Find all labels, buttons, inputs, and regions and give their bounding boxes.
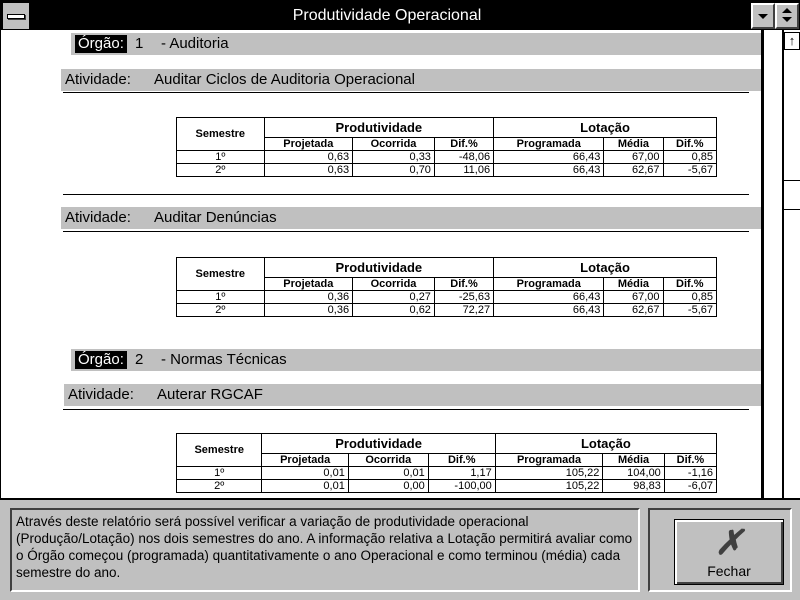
minimize-button[interactable] xyxy=(751,3,775,29)
orgao-label: Órgão: xyxy=(75,35,127,53)
cell: 0,33 xyxy=(353,151,435,164)
atividade-name: Auditar Ciclos de Auditoria Operacional xyxy=(154,71,415,88)
cell: -48,06 xyxy=(434,151,493,164)
close-button-label: Fechar xyxy=(707,563,751,579)
col-semestre: Semestre xyxy=(177,118,265,151)
cell: 66,43 xyxy=(494,304,604,317)
atividade-header xyxy=(61,69,761,91)
vertical-scrollbar[interactable] xyxy=(762,30,800,498)
col-semestre: Semestre xyxy=(177,434,262,467)
cell: 66,43 xyxy=(494,291,604,304)
cell: 1º xyxy=(177,151,265,164)
cell: 0,63 xyxy=(264,164,353,177)
report-area xyxy=(0,30,762,498)
col-dif: Dif.% xyxy=(434,138,493,151)
table-row xyxy=(177,480,717,493)
cell: 62,67 xyxy=(604,164,663,177)
atividade-label: Atividade: xyxy=(65,71,131,88)
cell: 1º xyxy=(177,291,265,304)
cell: 72,27 xyxy=(434,304,493,317)
cell: 67,00 xyxy=(604,291,663,304)
divider xyxy=(63,92,749,93)
cell: 0,36 xyxy=(264,304,353,317)
cell: 0,63 xyxy=(264,151,353,164)
col-media: Média xyxy=(603,454,664,467)
table-row xyxy=(177,467,717,480)
col-dif2: Dif.% xyxy=(664,454,716,467)
orgao-label: Órgão: xyxy=(75,351,127,369)
col-projetada: Projetada xyxy=(262,454,348,467)
atividade-label: Atividade: xyxy=(68,386,134,403)
atividade-header xyxy=(64,384,761,406)
cell: -100,00 xyxy=(428,480,495,493)
atividade-label: Atividade: xyxy=(65,209,131,226)
cell: -6,07 xyxy=(664,480,716,493)
cell: 0,70 xyxy=(353,164,435,177)
atividade-header xyxy=(61,207,761,229)
cell: 66,43 xyxy=(494,164,604,177)
col-ocorrida: Ocorrida xyxy=(348,454,428,467)
system-menu-icon xyxy=(7,14,25,19)
minimize-icon xyxy=(758,14,768,19)
col-lotacao: Lotação xyxy=(494,258,717,278)
cell: 0,27 xyxy=(353,291,435,304)
col-produtividade: Produtividade xyxy=(264,258,494,278)
col-dif2: Dif.% xyxy=(663,278,716,291)
orgao-number: 1 xyxy=(135,35,144,52)
atividade-name: Auditar Denúncias xyxy=(154,209,277,226)
col-produtividade: Produtividade xyxy=(264,118,494,138)
orgao-header xyxy=(71,33,761,55)
divider xyxy=(63,194,749,195)
col-dif2: Dif.% xyxy=(663,138,716,151)
cell: -1,16 xyxy=(664,467,716,480)
cell: 0,01 xyxy=(262,480,348,493)
productivity-table xyxy=(176,117,717,177)
close-button-frame xyxy=(648,508,792,592)
orgao-header xyxy=(71,349,761,371)
cell: 2º xyxy=(177,304,265,317)
cell: 0,36 xyxy=(264,291,353,304)
scrollbar-thumb[interactable] xyxy=(784,180,800,210)
cell: 66,43 xyxy=(494,151,604,164)
col-programada: Programada xyxy=(494,278,604,291)
col-lotacao: Lotação xyxy=(494,118,717,138)
col-projetada: Projetada xyxy=(264,278,353,291)
productivity-table xyxy=(176,433,717,493)
scrollbar-track-edge xyxy=(782,30,784,498)
cell: 1º xyxy=(177,467,262,480)
restore-down-icon xyxy=(782,17,792,22)
table-row xyxy=(177,291,717,304)
col-dif: Dif.% xyxy=(434,278,493,291)
cell: 2º xyxy=(177,164,265,177)
divider xyxy=(63,231,749,232)
window-title: Produtividade Operacional xyxy=(292,7,482,24)
restore-up-icon xyxy=(782,8,792,13)
table-row xyxy=(177,164,717,177)
col-media: Média xyxy=(604,278,663,291)
cell: 62,67 xyxy=(604,304,663,317)
title-bar xyxy=(0,0,800,30)
cell: 0,85 xyxy=(663,291,716,304)
cell: 0,85 xyxy=(663,151,716,164)
cell: 0,01 xyxy=(262,467,348,480)
col-ocorrida: Ocorrida xyxy=(353,278,435,291)
col-media: Média xyxy=(604,138,663,151)
cell: 98,83 xyxy=(603,480,664,493)
cell: 67,00 xyxy=(604,151,663,164)
cell: -25,63 xyxy=(434,291,493,304)
orgao-name: - Normas Técnicas xyxy=(161,351,287,368)
col-semestre: Semestre xyxy=(177,258,265,291)
cell: -5,67 xyxy=(663,304,716,317)
cell: 0,62 xyxy=(353,304,435,317)
cell: 0,01 xyxy=(348,467,428,480)
cell: 0,00 xyxy=(348,480,428,493)
col-produtividade: Produtividade xyxy=(262,434,495,454)
cell: 105,22 xyxy=(495,480,603,493)
col-projetada: Projetada xyxy=(264,138,353,151)
col-lotacao: Lotação xyxy=(495,434,716,454)
table-row xyxy=(177,151,717,164)
bottom-panel xyxy=(0,498,800,600)
cell: 104,00 xyxy=(603,467,664,480)
cell: -5,67 xyxy=(663,164,716,177)
close-button[interactable] xyxy=(674,519,784,585)
col-ocorrida: Ocorrida xyxy=(353,138,435,151)
restore-button[interactable] xyxy=(775,3,799,29)
cell: 11,06 xyxy=(434,164,493,177)
productivity-table xyxy=(176,257,717,317)
col-dif: Dif.% xyxy=(428,454,495,467)
col-programada: Programada xyxy=(494,138,604,151)
divider xyxy=(63,409,749,410)
cell: 105,22 xyxy=(495,467,603,480)
table-row xyxy=(177,304,717,317)
system-menu-button[interactable] xyxy=(2,2,30,30)
cell: 1,17 xyxy=(428,467,495,480)
col-programada: Programada xyxy=(495,454,603,467)
orgao-number: 2 xyxy=(135,351,144,368)
close-x-icon: ✗ xyxy=(714,524,744,562)
atividade-name: Auterar RGCAF xyxy=(157,386,263,403)
description-text: Através deste relatório será possível verificar a variação de produtividade operacional (Produção/Lotação) nos dois semestres do ano. A informação relativa a Lotação permitirá avaliar como o Órgão começou (programada) quantitativamente o ano Operacional e como terminou (média) cada semestre do ano. xyxy=(10,508,640,592)
orgao-name: - Auditoria xyxy=(161,35,229,52)
scroll-up-arrow-icon[interactable]: ↑ xyxy=(784,32,800,50)
cell: 2º xyxy=(177,480,262,493)
